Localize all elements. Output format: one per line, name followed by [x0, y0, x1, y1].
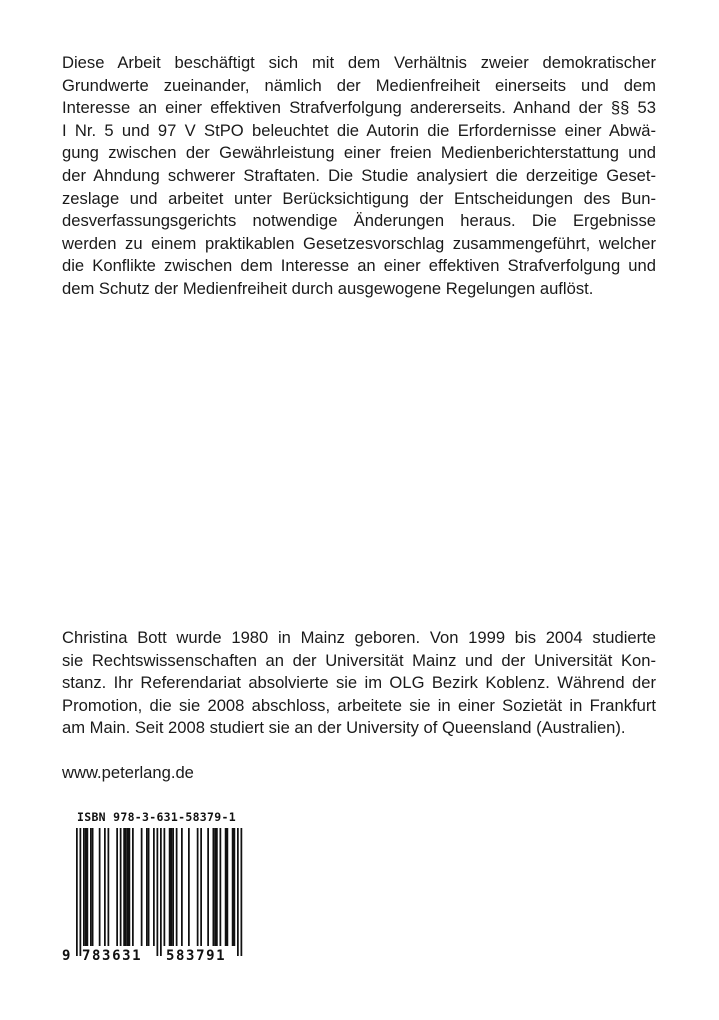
barcode-bar — [214, 828, 216, 946]
barcode-bar — [148, 828, 150, 946]
barcode-bar — [188, 828, 190, 946]
isbn-label: ISBN 978-3-631-58379-1 — [77, 810, 236, 824]
abstract-line: werden zu einem praktikablen Gesetzesvorschlag zusammengeführt, welcher — [62, 233, 656, 253]
barcode-bar — [220, 828, 222, 946]
barcode-bar — [132, 828, 134, 946]
barcode-bar — [234, 828, 236, 946]
barcode-bar — [127, 828, 129, 946]
bio-line: Christina Bott wurde 1980 in Mainz geboren. Von 1999 bis 2004 studierte — [62, 628, 656, 647]
barcode-bar — [197, 828, 199, 946]
barcode-guard-bar — [237, 828, 239, 956]
author-bio — [62, 627, 656, 740]
abstract-text — [62, 52, 656, 301]
barcode-bar — [141, 828, 143, 946]
barcode-bar — [213, 828, 215, 946]
abstract-line: der Ahndung schwerer Straftaten. Die Studie analysiert die derzeitige Geset- — [62, 165, 656, 185]
abstract-line: Interesse an einer effektiven Strafverfolgung andererseits. Anhand der §§ 53 — [62, 98, 656, 118]
barcode-bar — [116, 828, 118, 946]
barcode-bar — [207, 828, 209, 946]
bio-line: Promotion, die sie 2008 abschloss, arbeitete sie in einer Sozietät in Frankfurt — [62, 695, 656, 715]
barcode-bar — [181, 828, 183, 946]
ean-right-group: 583791 — [166, 948, 227, 964]
barcode-bar — [146, 828, 148, 946]
barcode-bar — [87, 828, 89, 946]
barcode-bar — [200, 828, 202, 946]
barcode-bar — [171, 828, 173, 946]
barcode-bar — [120, 828, 122, 946]
bio-line: sie Rechtswissenschaften an der Universität Mainz und der Universität Kon- — [62, 650, 656, 670]
barcode-bar — [129, 828, 131, 946]
abstract-line: I Nr. 5 und 97 V StPO beleuchtet die Autorin die Erfordernisse einer Abwä- — [62, 120, 656, 140]
barcode-guard-bar — [76, 828, 78, 956]
barcode-bar — [169, 828, 171, 946]
barcode-bar — [216, 828, 218, 946]
abstract-line: desverfassungsgerichts notwendige Änderungen heraus. Die Ergebnisse — [62, 211, 656, 231]
barcode-guard-bar — [157, 828, 159, 956]
isbn-barcode — [60, 808, 260, 970]
barcode-bar — [104, 828, 106, 946]
bio-line: stanz. Ihr Referendariat absolvierte sie im OLG Bezirk Koblenz. Während der — [62, 673, 656, 693]
barcode-bar — [83, 828, 85, 946]
barcode-bar — [164, 828, 166, 946]
barcode-bar — [172, 828, 174, 946]
ean-left-group: 783631 — [82, 948, 143, 964]
barcode-bar — [108, 828, 110, 946]
abstract-line: Grundwerte zueinander, nämlich der Medienfreiheit einerseits und dem — [62, 75, 656, 95]
barcode-bar — [99, 828, 101, 946]
barcode-bar — [90, 828, 92, 946]
barcode-guard-bar — [80, 828, 82, 956]
bio-line: am Main. Seit 2008 studiert sie an der University of Queensland (Australien). — [62, 718, 626, 738]
ean-first-digit: 9 — [62, 948, 71, 964]
abstract-line: die Konflikte zwischen dem Interesse an einer effektiven Strafverfolgung und — [62, 256, 656, 276]
abstract-line: gung zwischen der Gewährleistung einer freien Medienberichterstattung und — [62, 143, 656, 163]
barcode-guard-bar — [160, 828, 162, 956]
barcode-bar — [125, 828, 127, 946]
publisher-url[interactable]: www.peterlang.de — [62, 763, 194, 782]
barcode-guard-bar — [241, 828, 243, 956]
barcode-bar — [123, 828, 125, 946]
barcode-bar — [176, 828, 178, 946]
barcode-bar — [225, 828, 227, 946]
barcode-bar — [232, 828, 234, 946]
barcode-bar — [92, 828, 94, 946]
abstract-line: Diese Arbeit beschäftigt sich mit dem Verhältnis zweier demokratischer — [62, 53, 656, 72]
abstract-line: dem Schutz der Medienfreiheit durch ausgewogene Regelungen auflöst. — [62, 278, 594, 298]
barcode-bar — [227, 828, 229, 946]
barcode-bar — [153, 828, 155, 946]
barcode-bar — [85, 828, 87, 946]
abstract-line: zeslage und arbeitet unter Berücksichtigung der Entscheidungen des Bun- — [62, 188, 656, 208]
barcode-bars — [60, 808, 260, 970]
